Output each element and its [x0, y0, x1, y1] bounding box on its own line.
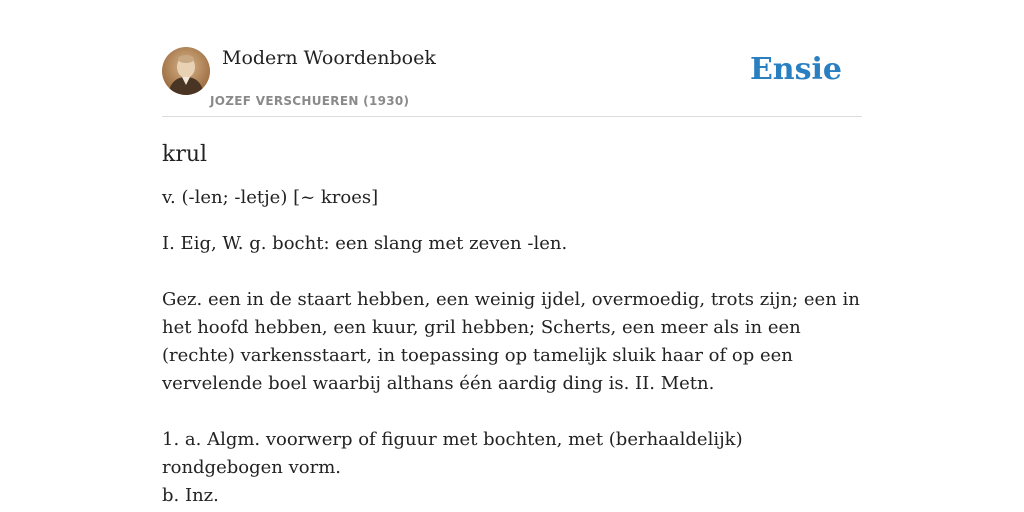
paragraph-numbered-line-2: b. Inz. — [162, 485, 219, 506]
author-name[interactable]: JOZEF VERSCHUEREN (1930) — [210, 94, 410, 108]
ensie-logo[interactable]: Ensie — [749, 52, 842, 87]
sense-1: I. Eig, W. g. bocht: een slang met zeven -len. — [162, 233, 568, 254]
headword: krul — [162, 142, 208, 167]
author-portrait-icon — [162, 47, 210, 95]
grammar-info: v. (-len; -letje) [~ kroes] — [162, 187, 379, 208]
dictionary-header — [162, 40, 862, 117]
entry-content — [162, 140, 862, 510]
paragraph-numbered-line-1: 1. a. Algm. voorwerp of figuur met bochten, met (berhaaldelijk) rondgebogen vorm. — [162, 429, 743, 478]
paragraph-figurative: Gez. een in de staart hebben, een weinig ijdel, overmoedig, trots zijn; een in het hoofd hebben, een kuur, gril hebben; Scherts, een meer als in een (rechte) varkensstaart, in toepassing op tamelijk sluik haar of op een vervelende boel waarbij althans één aardig ding is. II. Metn. — [162, 289, 860, 394]
book-title[interactable]: Modern Woordenboek — [222, 47, 436, 69]
author-avatar[interactable] — [162, 47, 210, 95]
paragraph-numbered — [162, 426, 862, 510]
